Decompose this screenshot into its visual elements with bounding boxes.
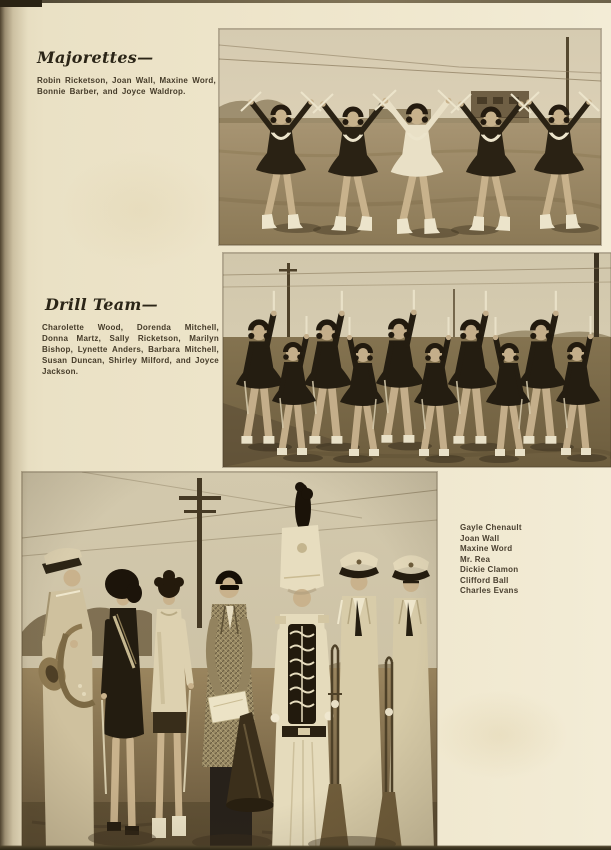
page-top-corner (0, 0, 42, 7)
caption-name: Gayle Chenault (460, 523, 522, 532)
majorettes-photo (219, 29, 601, 245)
drill-team-names: Charolette Wood, Dorenda Mitchell, Donna Martz, Sally Ricketson, Marilyn Bishop, Lynette Anders, Barbara Mitchell, Susan Duncan, Shirley Milford, and Joyce Jackson. (42, 323, 219, 376)
majorettes-section (37, 50, 216, 97)
caption-name: Maxine Word (460, 544, 513, 553)
caption-name: Clifford Ball (460, 575, 509, 585)
page-top-edge (0, 0, 611, 3)
caption-name: Charles Evans (460, 586, 519, 595)
band-photo-caption (460, 523, 522, 597)
paper-stain (60, 150, 220, 270)
majorettes-heading: Majorettes— (37, 48, 154, 67)
drill-team-heading: Drill Team— (45, 295, 158, 314)
majorettes-names: Robin Ricketson, Joan Wall, Maxine Word, Bonnie Barber, and Joyce Waldrop. (37, 76, 216, 96)
caption-name: Dickie Clamon (460, 565, 519, 574)
paper-stain (430, 690, 570, 780)
drill-team-photo (223, 253, 611, 467)
band-group-photo (22, 472, 437, 850)
caption-name: Mr. Rea (460, 554, 491, 564)
drill-team-section (42, 297, 219, 377)
caption-name: Joan Wall (460, 533, 500, 543)
